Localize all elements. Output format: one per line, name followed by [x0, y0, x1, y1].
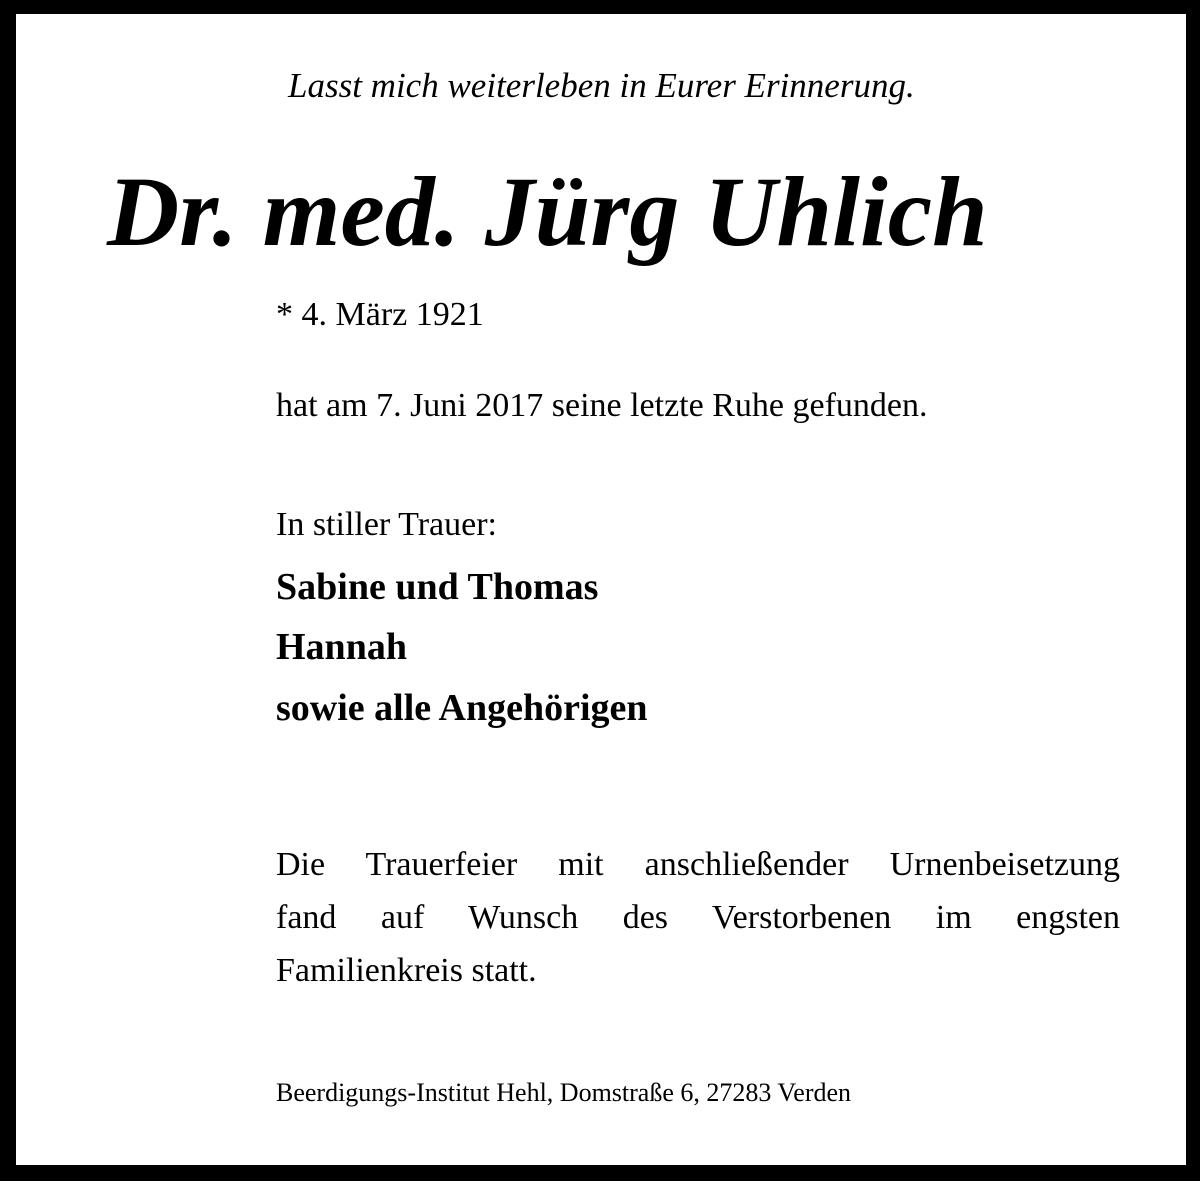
ceremony-line: fand auf Wunsch des Verstorbenen im engsten: [276, 899, 1120, 936]
mourner-name: sowie alle Angehörigen: [276, 687, 648, 729]
ceremony-line: Die Trauerfeier mit anschließender Urnenbeisetzung: [276, 846, 1120, 883]
undertaker-address: Beerdigungs-Institut Hehl, Domstraße 6, 27283 Verden: [276, 1078, 852, 1107]
mourner-name: Hannah: [276, 626, 407, 668]
memorial-motto: Lasst mich weiterleben in Eurer Erinnerung.: [288, 66, 915, 105]
ceremony-note: [276, 838, 1120, 997]
birth-date: * 4. März 1921: [276, 296, 484, 333]
deceased-name: Dr. med. Jürg Uhlich: [107, 156, 988, 267]
mourning-intro: In stiller Trauer:: [276, 506, 497, 543]
death-statement: hat am 7. Juni 2017 seine letzte Ruhe gefunden.: [276, 387, 928, 424]
ceremony-line: Familienkreis statt.: [276, 952, 537, 989]
mourner-name: Sabine und Thomas: [276, 566, 599, 608]
